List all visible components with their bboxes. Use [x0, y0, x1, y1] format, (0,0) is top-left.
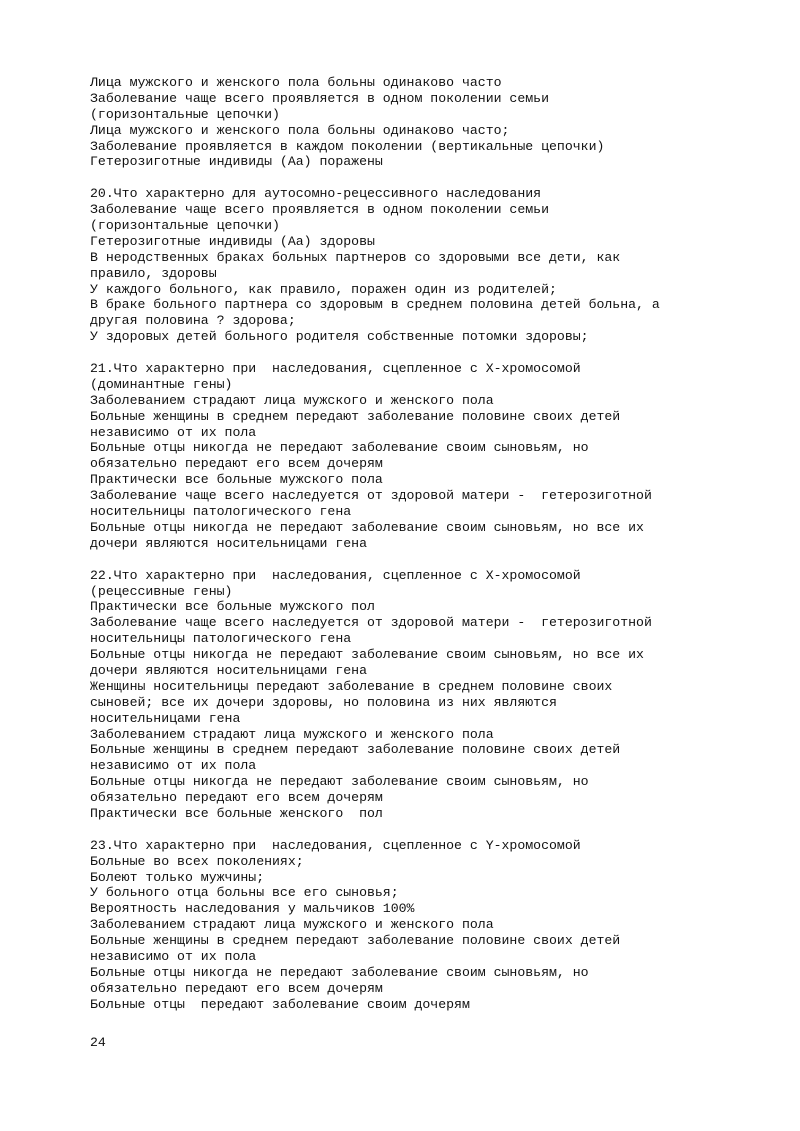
- answer-line: (горизонтальные цепочки): [90, 218, 280, 234]
- answer-line: У каждого больного, как правило, поражен один из родителей;: [90, 281, 557, 297]
- question-heading: 20.Что характерно для аутосомно-рецессивного наследования: [90, 186, 542, 202]
- question-20: [90, 186, 770, 345]
- text-line: Гетерозиготные индивиды (Аа) поражены: [90, 154, 383, 170]
- question-heading: 22.Что характерно при наследования, сцепленное с X-хромосомой: [90, 567, 581, 583]
- answer-line: другая половина ? здорова;: [90, 313, 296, 329]
- answer-line: независимо от их пола: [90, 424, 257, 440]
- answer-line: Больные отцы никогда не передают заболевание своим сыновьям, но все их: [90, 519, 644, 535]
- answer-line: Заболевание чаще всего проявляется в одном поколении семьи: [90, 202, 549, 218]
- text-line: (горизонтальные цепочки): [90, 106, 280, 122]
- answer-line: Больные отцы никогда не передают заболевание своим сыновьям, но: [90, 774, 589, 790]
- paragraph-gap: [90, 552, 770, 568]
- answer-line: Больные женщины в среднем передают заболевание половине своих детей: [90, 933, 621, 949]
- answer-line: обязательно передают его всем дочерям: [90, 456, 383, 472]
- text-line: Лица мужского и женского пола больны одинаково часто: [90, 75, 502, 90]
- question-23: [90, 838, 770, 1013]
- answer-line: носительницами гена: [90, 710, 241, 726]
- answer-line: независимо от их пола: [90, 758, 257, 774]
- answer-line: носительницы патологического гена: [90, 631, 352, 647]
- text-line: Заболевание проявляется в каждом поколении (вертикальные цепочки): [90, 138, 605, 154]
- answer-line: Заболевание чаще всего наследуется от здоровой матери - гетерозиготной: [90, 615, 652, 631]
- answer-line: Заболеванием страдают лица мужского и женского пола: [90, 917, 494, 933]
- answer-line: Болеют только мужчины;: [90, 869, 265, 885]
- answer-line: Практически все больные женского пол: [90, 805, 383, 821]
- answer-line: Больные женщины в среднем передают заболевание половине своих детей: [90, 742, 621, 758]
- answer-line: Больные отцы передают заболевание своим дочерям: [90, 996, 470, 1012]
- question-heading: (рецессивные гены): [90, 583, 233, 599]
- question-heading: 23.Что характерно при наследования, сцепленное с Y-хромосомой: [90, 837, 581, 853]
- answer-line: Больные отцы никогда не передают заболевание своим сыновьям, но: [90, 440, 589, 456]
- answer-line: Больные женщины в среднем передают заболевание половине своих детей: [90, 408, 621, 424]
- paragraph-gap: [90, 822, 770, 838]
- text-line: Заболевание чаще всего проявляется в одном поколении семьи: [90, 90, 549, 106]
- answer-line: дочери являются носительницами гена: [90, 535, 367, 551]
- answer-line: Заболевание чаще всего наследуется от здоровой матери - гетерозиготной: [90, 488, 652, 504]
- answer-line: У больного отца больны все его сыновья;: [90, 885, 399, 901]
- answer-line: носительницы патологического гена: [90, 504, 352, 520]
- text-line: Лица мужского и женского пола больны одинаково часто;: [90, 122, 510, 138]
- page-number: 24: [90, 1035, 106, 1050]
- answer-line: В неродственных браках больных партнеров со здоровыми все дети, как: [90, 249, 621, 265]
- answer-line: независимо от их пола: [90, 948, 257, 964]
- answer-line: обязательно передают его всем дочерям: [90, 790, 383, 806]
- answer-line: Практически все больные мужского пол: [90, 599, 375, 615]
- answer-line: Больные отцы никогда не передают заболевание своим сыновьям, но: [90, 964, 589, 980]
- paragraph-gap: [90, 170, 770, 186]
- answer-line: У здоровых детей больного родителя собственные потомки здоровы;: [90, 329, 589, 345]
- document-page: [90, 75, 770, 1013]
- question-heading: (доминантные гены): [90, 376, 233, 392]
- question-21: [90, 361, 770, 552]
- question-22: [90, 568, 770, 822]
- answer-line: Вероятность наследования у мальчиков 100%: [90, 901, 415, 917]
- intro-block: [90, 75, 770, 170]
- answer-line: дочери являются носительницами гена: [90, 662, 367, 678]
- question-heading: 21.Что характерно при наследования, сцепленное с X-хромосомой: [90, 361, 581, 377]
- answer-line: сыновей; все их дочери здоровы, но половина из них являются: [90, 694, 557, 710]
- answer-line: В браке больного партнера со здоровым в среднем половина детей больна, а: [90, 297, 660, 313]
- answer-line: обязательно передают его всем дочерям: [90, 980, 383, 996]
- answer-line: правило, здоровы: [90, 265, 217, 281]
- answer-line: Заболеванием страдают лица мужского и женского пола: [90, 392, 494, 408]
- paragraph-gap: [90, 345, 770, 361]
- answer-line: Практически все больные мужского пола: [90, 472, 383, 488]
- answer-line: Женщины носительницы передают заболевание в среднем половине своих: [90, 678, 613, 694]
- answer-line: Заболеванием страдают лица мужского и женского пола: [90, 726, 494, 742]
- answer-line: Больные во всех поколениях;: [90, 853, 304, 869]
- answer-line: Больные отцы никогда не передают заболевание своим сыновьям, но все их: [90, 647, 644, 663]
- answer-line: Гетерозиготные индивиды (Аа) здоровы: [90, 233, 375, 249]
